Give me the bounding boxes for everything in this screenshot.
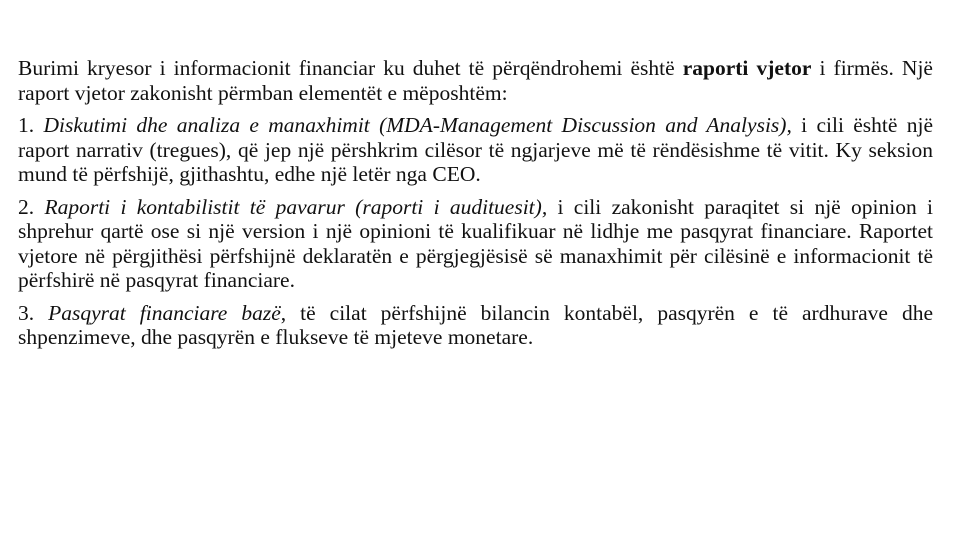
list-item-3	[18, 301, 933, 350]
item-number: 2.	[18, 194, 45, 219]
list-item-2	[18, 195, 933, 293]
list-item-1	[18, 113, 933, 187]
intro-text-end: i firmës. Një raport vjetor zakonisht përmban elementët e mëposhtëm:	[18, 56, 933, 105]
item-title: Pasqyrat financiare bazë	[48, 300, 281, 325]
item-number: 3.	[18, 300, 49, 325]
intro-paragraph	[18, 56, 933, 105]
intro-bold-term: raporti vjetor	[682, 56, 812, 80]
item-title: Diskutimi dhe analiza e manaxhimit (MDA-Management Discussion and Analysis),	[43, 113, 792, 137]
item-number: 1.	[18, 113, 44, 137]
intro-text-start: Burimi kryesor i informacionit financiar ku duhet të përqëndrohemi është	[18, 56, 683, 80]
slide-body	[18, 56, 933, 358]
item-description: i cili është një raport narrativ (tregues), që jep një përshkrim cilësor të ngjarjeve më të rëndësishme të vitit. Ky seksion mund të përfshijë, gjithashtu, edhe një letër nga CEO.	[18, 113, 933, 186]
item-title: Raporti i kontabilistit të pavarur (raporti i audituesit),	[44, 194, 548, 219]
item-description: i cili zakonisht paraqitet si një opinion i shprehur qartë ose si një version i një opinioni të kualifikuar në lidhje me pasqyrat financiare. Raportet vjetore në përgjithësi përfshijnë deklaratën e përgjegjësisë së manaxhimit për cilësinë e informacionit të përfshirë në pasqyrat financiare.	[18, 194, 933, 292]
item-description: , të cilat përfshijnë bilancin kontabël, pasqyrën e të ardhurave dhe shpenzimeve, dhe pasqyrën e flukseve të mjeteve monetare.	[18, 300, 933, 349]
